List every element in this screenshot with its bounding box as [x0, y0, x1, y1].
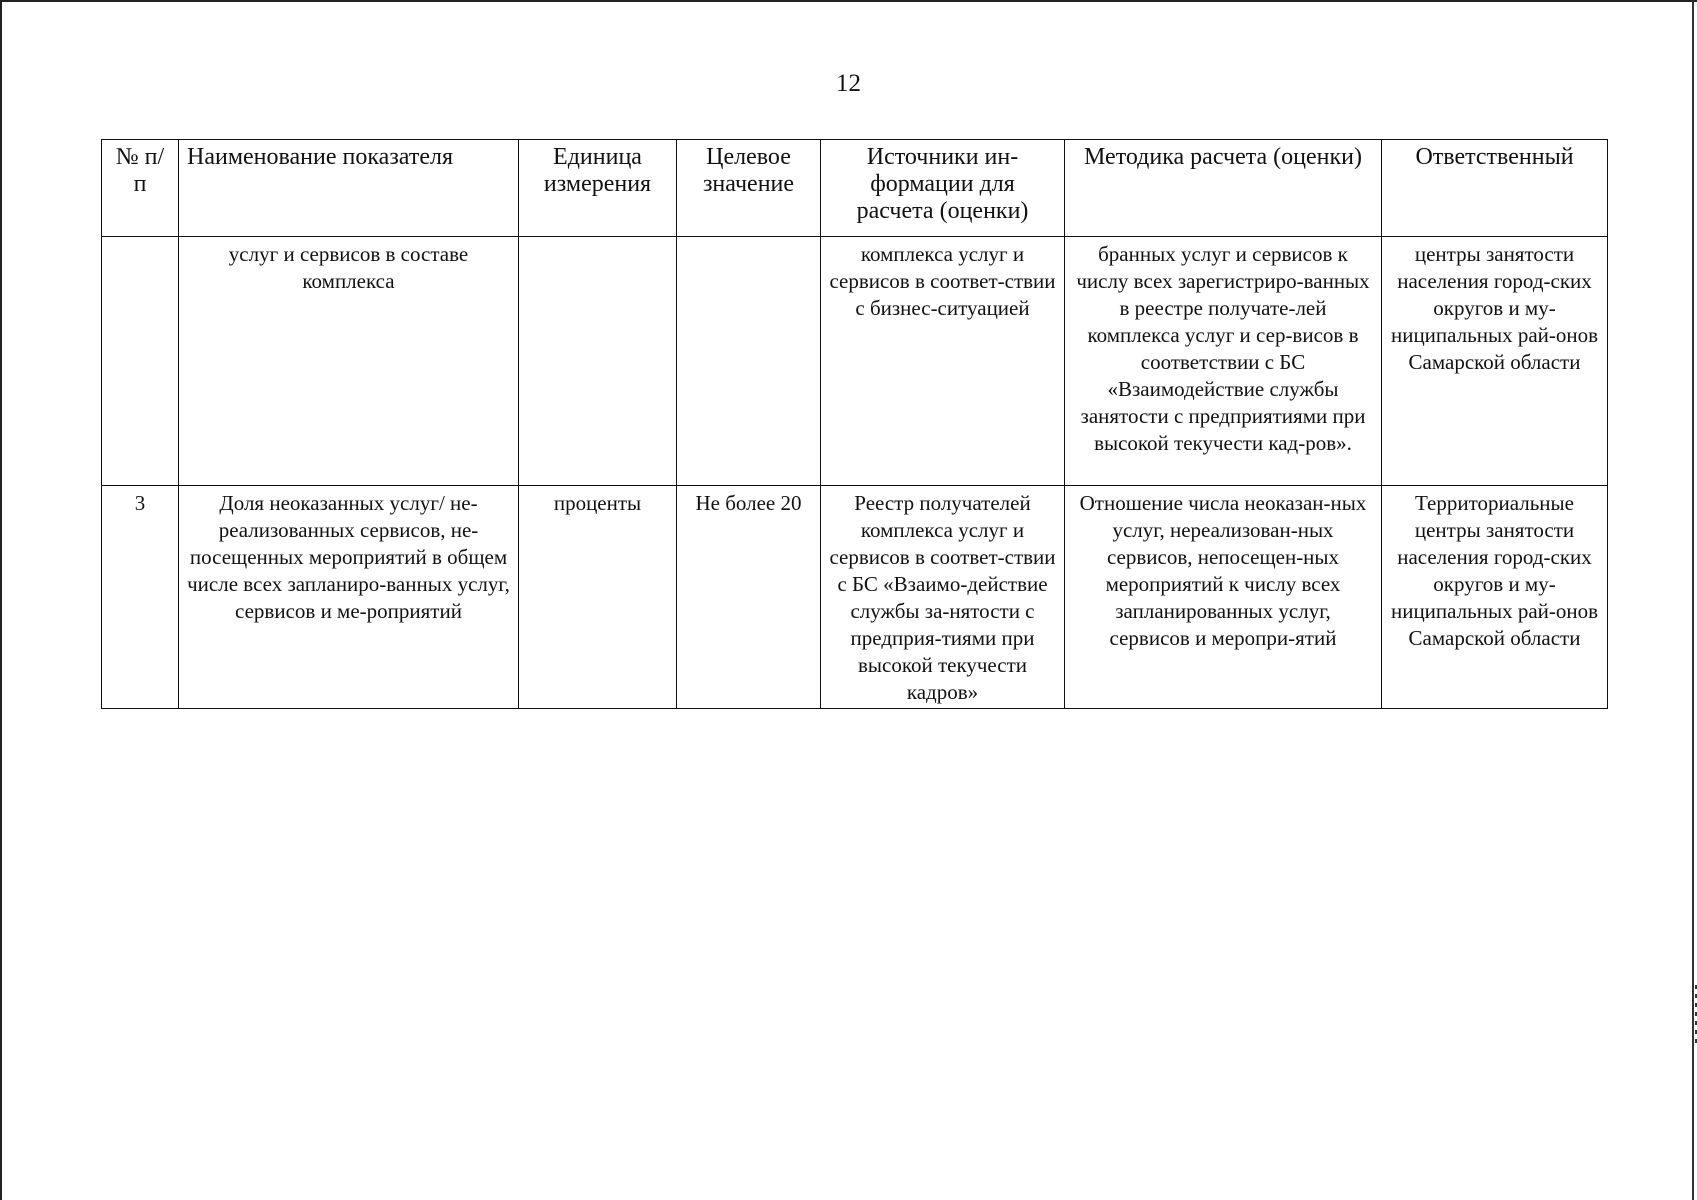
- header-calculation-method: Методика расчета (оценки): [1065, 140, 1382, 237]
- cell-unit: проценты: [519, 486, 677, 709]
- cell-info-sources: комплекса услуг и сервисов в соответ-ствии с бизнес-ситуацией: [821, 237, 1065, 486]
- cell-calculation-method: Отношение числа неоказан-ных услуг, нереализован-ных сервисов, непосещен-ных мероприятий к числу всех запланированных услуг, сервисов и меропри-ятий: [1065, 486, 1382, 709]
- cell-info-sources: Реестр получателей комплекса услуг и сервисов в соответ-ствии с БС «Взаимо-действие службы за-нятости с предприя-тиями при высокой текучести кадров»: [821, 486, 1065, 709]
- header-info-sources: Источники ин-формации для расчета (оценки): [821, 140, 1065, 237]
- cell-indicator-name: услуг и сервисов в составе комплекса: [179, 237, 519, 486]
- header-indicator-name: Наименование показателя: [179, 140, 519, 237]
- cell-responsible: Территориальные центры занятости населения город-ских округов и му-ниципальных рай-онов Самарской области: [1382, 486, 1608, 709]
- header-unit: Единица измерения: [519, 140, 677, 237]
- cell-target-value: [677, 237, 821, 486]
- table-row: [102, 237, 1608, 486]
- page-number: 12: [836, 70, 861, 97]
- cell-target-value: Не более 20: [677, 486, 821, 709]
- table-row: [102, 486, 1608, 709]
- cell-unit: [519, 237, 677, 486]
- cell-number: [102, 237, 179, 486]
- indicators-table: [101, 139, 1608, 709]
- cell-calculation-method: бранных услуг и сервисов к числу всех зарегистриро-ванных в реестре получате-лей комплекса услуг и сер-висов в соответствии с БС «Взаимодействие службы занятости с предприятиями при высокой текучести кад-ров».: [1065, 237, 1382, 486]
- header-target-value: Целевое значение: [677, 140, 821, 237]
- header-responsible: Ответственный: [1382, 140, 1608, 237]
- cell-indicator-name: Доля неоказанных услуг/ не-реализованных сервисов, не-посещенных мероприятий в общем числе всех запланиро-ванных услуг, сервисов и ме-роприятий: [179, 486, 519, 709]
- scan-border-left: [0, 0, 2, 1200]
- scan-border-top: [0, 0, 1697, 2]
- cell-number: 3: [102, 486, 179, 709]
- cell-responsible: центры занятости населения город-ских округов и му-ниципальных рай-онов Самарской области: [1382, 237, 1608, 486]
- header-number: № п/п: [102, 140, 179, 237]
- scan-border-right: [1692, 0, 1694, 1200]
- table-header-row: [102, 140, 1608, 237]
